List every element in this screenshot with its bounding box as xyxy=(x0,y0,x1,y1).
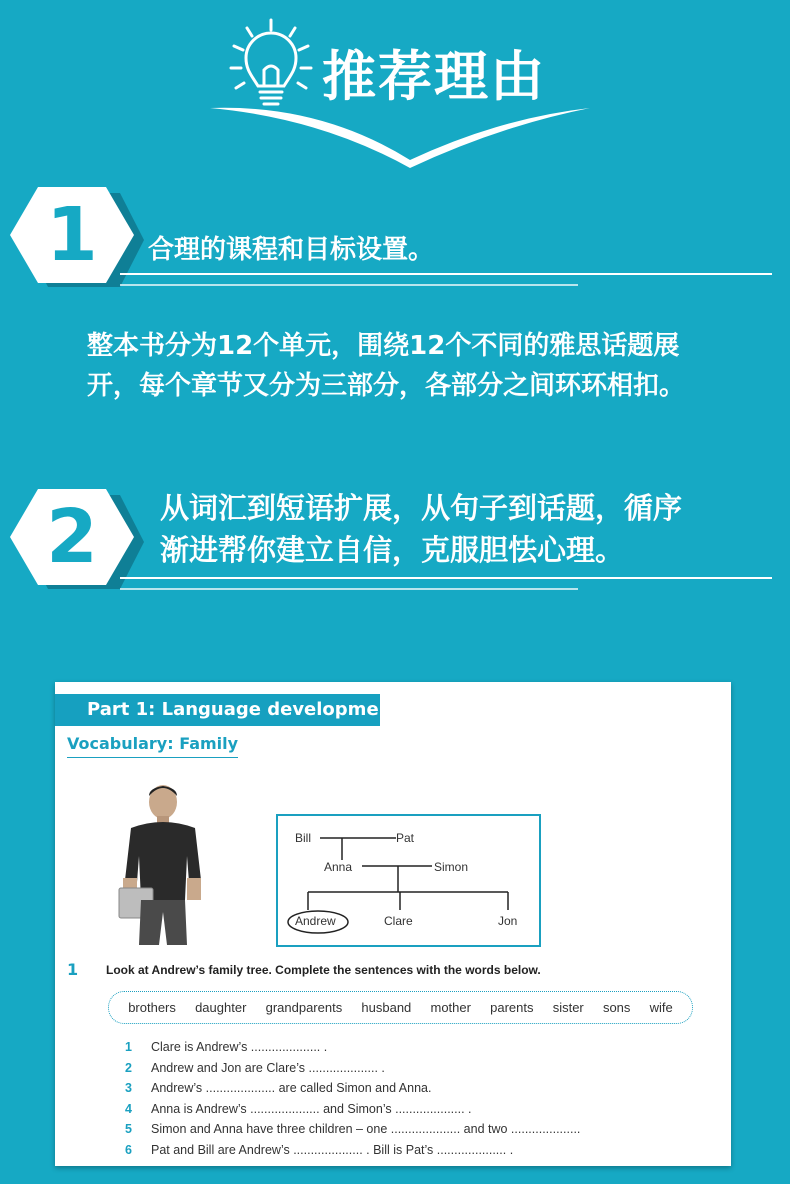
section-2-number: 2 xyxy=(46,494,98,580)
word-item: sister xyxy=(552,1000,584,1015)
sentence-text: Andrew and Jon are Clare’s .................... . xyxy=(151,1060,385,1075)
word-item: daughter xyxy=(195,1000,247,1015)
tree-name-clare: Clare xyxy=(384,914,413,928)
student-photo-icon xyxy=(117,780,207,945)
header-title: 推荐理由 xyxy=(322,45,546,108)
section-2-title-line-1: 从词汇到短语扩展，从句子到话题，循序 xyxy=(160,491,683,525)
word-item: brothers xyxy=(128,1000,176,1015)
part-title-banner: Part 1: Language development xyxy=(55,694,380,726)
section-1-body-line-1: 整本书分为12个单元，围绕12个不同的雅思话题展 xyxy=(87,331,680,361)
word-item: sons xyxy=(602,1000,631,1015)
sentence-list xyxy=(125,1040,715,1163)
section-1-badge xyxy=(10,187,144,287)
tree-name-jon: Jon xyxy=(498,914,518,928)
tree-name-bill: Bill xyxy=(295,831,312,845)
section-2-badge xyxy=(10,489,144,589)
sentence-item xyxy=(125,1040,715,1061)
exercise-number: 1 xyxy=(67,960,79,979)
header xyxy=(0,0,790,175)
section-1 xyxy=(0,183,790,323)
section-2-title xyxy=(160,487,682,571)
sentence-number: 5 xyxy=(125,1122,132,1136)
tree-name-simon: Simon xyxy=(434,860,469,874)
word-item: husband xyxy=(361,1000,412,1015)
section-1-body-line-2: 开，每个章节又分为三部分，各部分之间环环相扣。 xyxy=(87,371,686,401)
vocabulary-title: Vocabulary: Family xyxy=(67,734,238,758)
sentence-item xyxy=(125,1122,715,1143)
sentence-number: 1 xyxy=(125,1040,132,1054)
word-item: mother xyxy=(430,1000,471,1015)
section-2-divider xyxy=(120,577,772,579)
sentence-item xyxy=(125,1081,715,1102)
sentence-number: 6 xyxy=(125,1142,132,1157)
section-1-title: 合理的课程和目标设置。 xyxy=(148,235,435,265)
header-swoosh xyxy=(210,100,590,170)
sentence-text: Pat and Bill are Andrew’s .................... . Bill is Pat’s .................... . xyxy=(151,1142,514,1157)
sentence-text: Anna is Andrew’s .................... and Simon’s .................... . xyxy=(151,1101,472,1116)
word-item: wife xyxy=(649,1000,673,1015)
tree-name-pat: Pat xyxy=(396,831,415,845)
sentence-text: Clare is Andrew’s .................... . xyxy=(151,1040,328,1054)
sentence-item xyxy=(125,1143,715,1164)
word-item: parents xyxy=(490,1000,534,1015)
section-1-divider-short xyxy=(120,284,578,286)
section-1-body xyxy=(87,326,767,406)
exercise-instruction: Look at Andrew’s family tree. Complete the sentences with the words below. xyxy=(106,963,541,977)
section-1-divider xyxy=(120,273,772,275)
family-tree xyxy=(276,814,541,947)
tree-name-anna: Anna xyxy=(324,860,353,874)
lightbulb-icon xyxy=(228,18,314,110)
sentence-item xyxy=(125,1061,715,1082)
book-page-preview xyxy=(55,682,731,1166)
sentence-number: 4 xyxy=(125,1101,132,1116)
tree-name-andrew: Andrew xyxy=(295,914,336,928)
section-1-number: 1 xyxy=(46,192,98,278)
sentence-text: Andrew’s .................... are called Simon and Anna. xyxy=(151,1081,432,1095)
sentence-item xyxy=(125,1102,715,1123)
section-2 xyxy=(0,487,790,607)
section-2-title-line-2: 渐进帮你建立自信，克服胆怯心理。 xyxy=(160,533,625,567)
sentence-number: 3 xyxy=(125,1081,132,1095)
word-item: grandparents xyxy=(265,1000,343,1015)
sentence-text: Simon and Anna have three children – one .................... and two .................... xyxy=(151,1122,581,1136)
section-2-divider-short xyxy=(120,588,578,590)
sentence-number: 2 xyxy=(125,1060,132,1075)
word-box xyxy=(108,991,693,1024)
